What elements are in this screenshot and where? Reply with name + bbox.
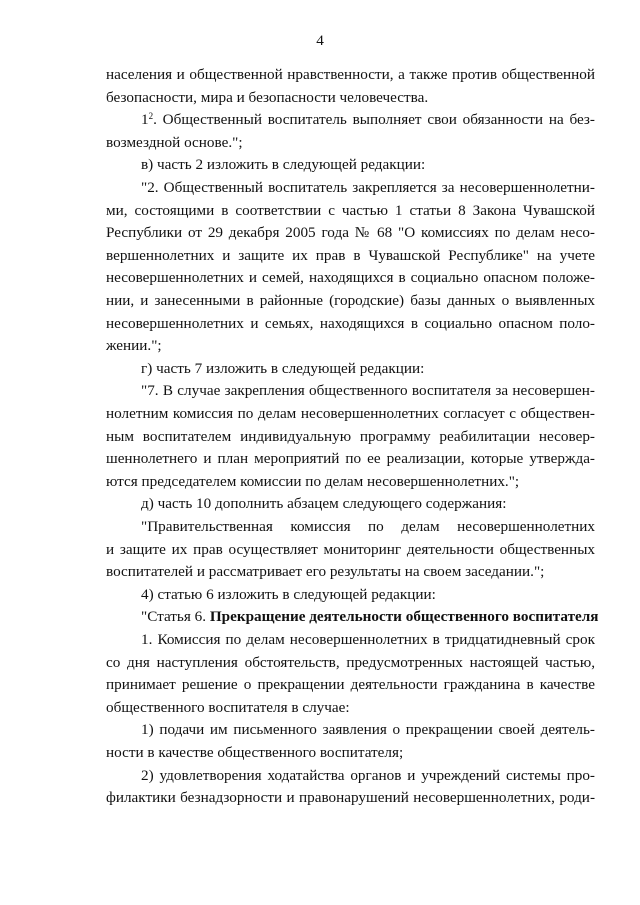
line-text: ным воспитателем индивидуальную программу реабилитации несовер- [106,427,595,445]
line-text: ности в качестве общественного воспитателя; [106,744,404,761]
text-line [141,585,595,605]
line-text: 2) удовлетворения ходатайства органов и учреждений системы про- [141,766,595,784]
line-text: 4) статью 6 изложить в следующей редакции: [141,585,436,603]
text-line [106,653,595,673]
line-text: вершеннолетних и защите их прав в Чувашской Республике" на учете [106,246,595,264]
superscript: 2 [148,111,154,122]
line-text: нии, и занесенными в районные (городские) базы данных о выявленных [106,292,595,309]
line-text: "Статья 6. [141,608,210,626]
line-text: воспитателей и рассматривает его результаты на своем заседании."; [106,563,545,581]
line-text: "Правительственная комиссия по делам несовершеннолетних [141,518,595,535]
text-line [106,427,595,447]
line-text: филактики безнадзорности и правонарушений несовершеннолетних, роди- [106,789,595,807]
line-text: принимает решение о прекращении деятельности гражданина в качестве [106,676,595,694]
text-line [141,720,595,740]
text-line [141,155,595,175]
text-line [106,133,595,153]
text-line [106,449,595,469]
text-line [106,65,595,85]
line-text: безопасности, мира и безопасности человечества. [106,88,429,106]
text-line [106,743,595,763]
line-text: ми, состоящими в соответствии с частью 1 статьи 8 Закона Чувашской [106,201,595,219]
text-line [141,494,595,514]
text-line [141,517,595,537]
line-text: 1 [141,111,149,129]
text-line [106,88,595,108]
text-line [141,766,595,786]
text-line [106,404,595,424]
text-line [106,675,595,695]
line-text-continued: . Общественный воспитатель выполняет свои обязанности на без- [153,111,595,129]
line-text: "2. Общественный воспитатель закрепляется за несовершеннолетни- [141,179,595,196]
line-text: шеннолетнего и план мероприятий по ее реализации, которые утвержда- [106,450,595,468]
line-text: г) часть 7 изложить в следующей редакции: [141,359,425,377]
text-line [141,178,595,198]
line-text: со дня наступления обстоятельств, предусмотренных настоящей частью, [106,653,595,671]
line-text: в) часть 2 изложить в следующей редакции: [141,156,426,174]
text-line [106,540,595,560]
article-title: Прекращение деятельности общественного воспитателя [209,608,599,626]
line-text: несовершеннолетних и семей, находящихся в социально опасном положе- [106,269,595,287]
text-line [141,381,595,401]
text-line [141,630,595,650]
text-line [106,291,595,311]
line-text: населения и общественной нравственности, а также против общественной [106,66,595,83]
text-line [106,698,595,718]
text-line [141,110,595,130]
line-text: ются председателем комиссии по делам несовершеннолетних."; [106,472,520,490]
line-text: возмездной основе."; [106,133,243,151]
text-line [106,223,595,243]
text-line [141,359,595,379]
line-text: и защите их прав осуществляет мониторинг деятельности общественных [106,540,595,558]
line-text: нолетним комиссия по делам несовершеннолетних согласует с обществен- [106,405,595,422]
text-line [106,562,595,582]
line-text: Республики от 29 декабря 2005 года № 68 "О комиссиях по делам несо- [106,224,595,242]
line-text: д) часть 10 дополнить абзацем следующего содержания: [141,495,507,513]
line-text: несовершеннолетних и семьях, находящихся в социально опасном поло- [106,314,595,332]
line-text: "7. В случае закрепления общественного воспитателя за несовершен- [141,382,595,400]
text-line [106,472,595,492]
line-text: жении."; [106,337,162,355]
line-text: 1. Комиссия по делам несовершеннолетних в тридцатидневный срок [141,631,595,648]
text-line [106,314,595,334]
text-line [106,788,595,808]
line-text: общественного воспитателя в случае: [106,698,350,716]
page-number: 4 [316,32,324,49]
text-line [106,336,595,356]
text-line [106,246,595,266]
text-line [106,201,595,221]
text-line [106,268,595,288]
line-text: 1) подачи им письменного заявления о прекращении своей деятель- [141,721,595,739]
text-line [141,607,599,627]
